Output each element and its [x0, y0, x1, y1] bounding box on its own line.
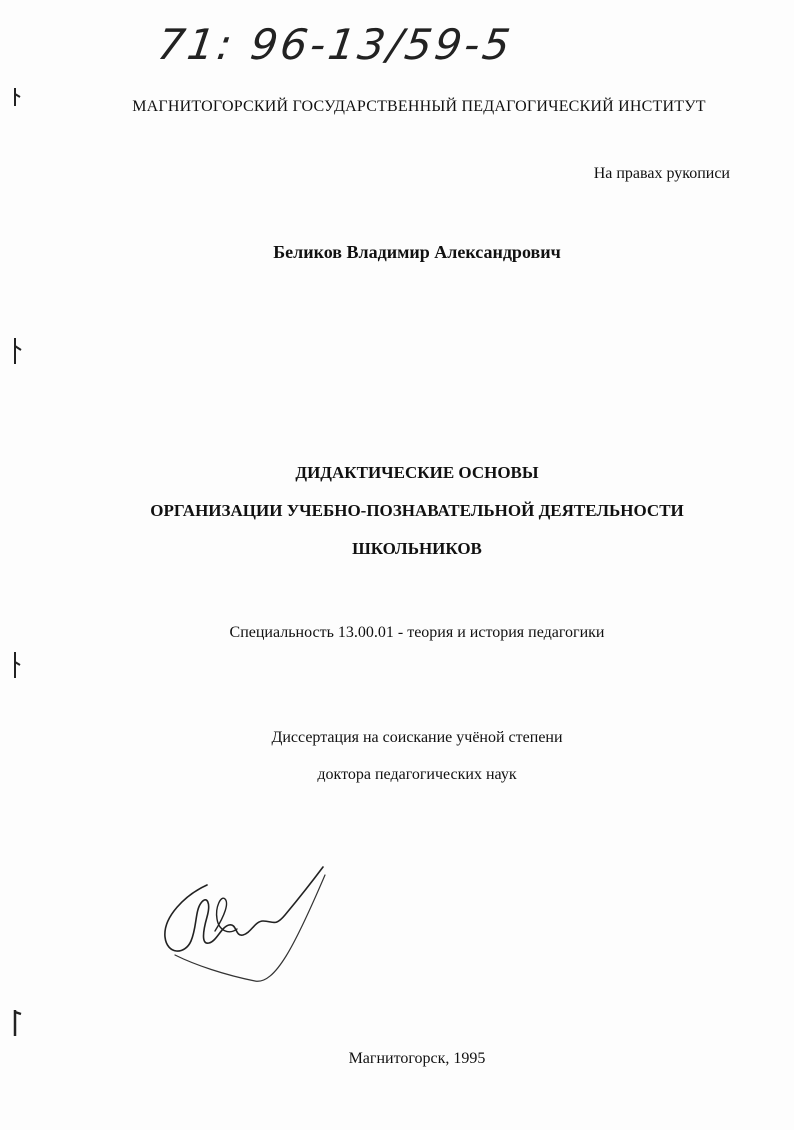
specialty-line: Специальность 13.00.01 - теория и история педагогики: [229, 624, 605, 641]
title-line-1: ДИДАКТИЧЕСКИЕ ОСНОВЫ: [295, 463, 539, 482]
binding-mark-icon: [12, 1008, 22, 1038]
title-line-2: ОРГАНИЗАЦИИ УЧЕБНО-ПОЗНАВАТЕЛЬНОЙ ДЕЯТЕЛЬНОСТИ: [150, 501, 684, 520]
binding-mark-icon: [12, 86, 22, 108]
city-year: Магнитогорск, 1995: [348, 1050, 486, 1067]
rights-note: На правах рукописи: [593, 165, 730, 182]
degree-statement: [0, 719, 794, 793]
archive-code-handwritten: 71: 96-13/59-5: [154, 20, 516, 69]
title-line-3: ШКОЛЬНИКОВ: [352, 539, 482, 558]
degree-line-1: Диссертация на соискание учёной степени: [271, 729, 563, 746]
author-name: Беликов Владимир Александрович: [273, 242, 561, 262]
dissertation-title: [0, 454, 794, 568]
signature-icon: [155, 855, 335, 995]
binding-mark-icon: [12, 650, 22, 680]
degree-line-2: доктора педагогических наук: [317, 766, 517, 783]
binding-mark-icon: [12, 336, 22, 366]
institute-name: МАГНИТОГОРСКИЙ ГОСУДАРСТВЕННЫЙ ПЕДАГОГИЧЕСКИЙ ИНСТИТУТ: [132, 98, 706, 115]
